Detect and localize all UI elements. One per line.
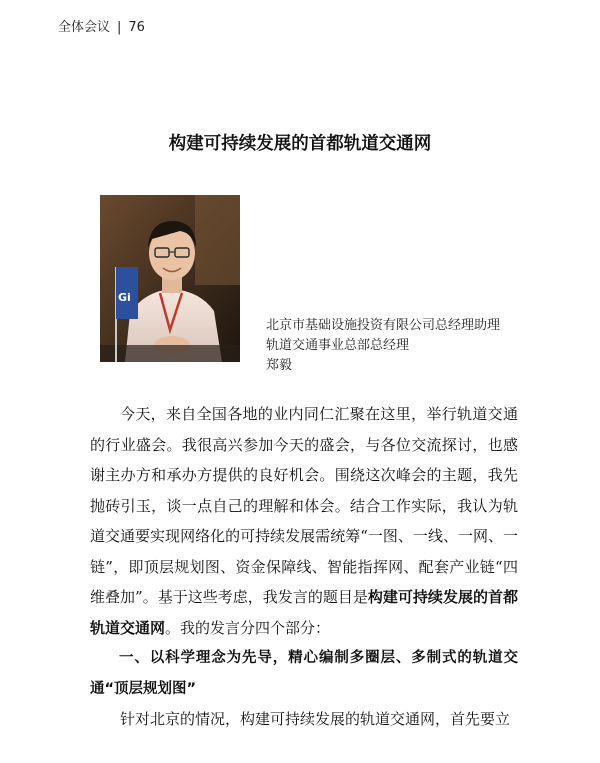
page-number: 76 — [128, 20, 145, 35]
article-title: 构建可持续发展的首都轨道交通网 — [168, 134, 432, 154]
author-info — [266, 316, 500, 376]
paragraph-intro — [90, 399, 518, 643]
page-header — [58, 16, 145, 35]
author-title-2: 轨道交通事业总部总经理 — [266, 338, 410, 353]
author-photo — [100, 195, 240, 362]
paragraph-section-1: 针对北京的情况，构建可持续发展的轨道交通网，首先要立 — [120, 710, 511, 728]
intro-text: 今天，来自全国各地的业内同仁汇聚在这里，举行轨道交通的行业盛会。我很高兴参加今天的盛会，与各位交流探讨，也感谢主办方和承办方提供的良好机会。围绕这次峰会的主题，我先抛砖引玉，谈一点自己的理解和体会。结合工作实际，我认为轨道交通要实现网络化的可持续发展需统筹“一图、一线、一网、一链”，即顶层规划图、资金保障线、智能指挥网、配套产业链“四维叠加”。基于这些考虑，我发言的题目是 — [90, 405, 518, 606]
author-title-1: 北京市基础设施投资有限公司总经理助理 — [266, 318, 501, 333]
intro-text-end: 。我的发言分四个部分： — [165, 618, 331, 637]
section-heading-1: 一、以科学理念为先导，精心编制多圈层、多制式的轨道交通“顶层规划图” — [90, 650, 518, 697]
flag-logo-text: Gi — [118, 291, 131, 304]
author-name: 郑毅 — [266, 358, 293, 373]
intro-bold-title: 构建可持续发展的首都轨道交通网 — [90, 588, 518, 637]
article-body — [90, 399, 518, 735]
header-separator: | — [117, 20, 122, 35]
header-section: 全体会议 — [58, 20, 111, 35]
